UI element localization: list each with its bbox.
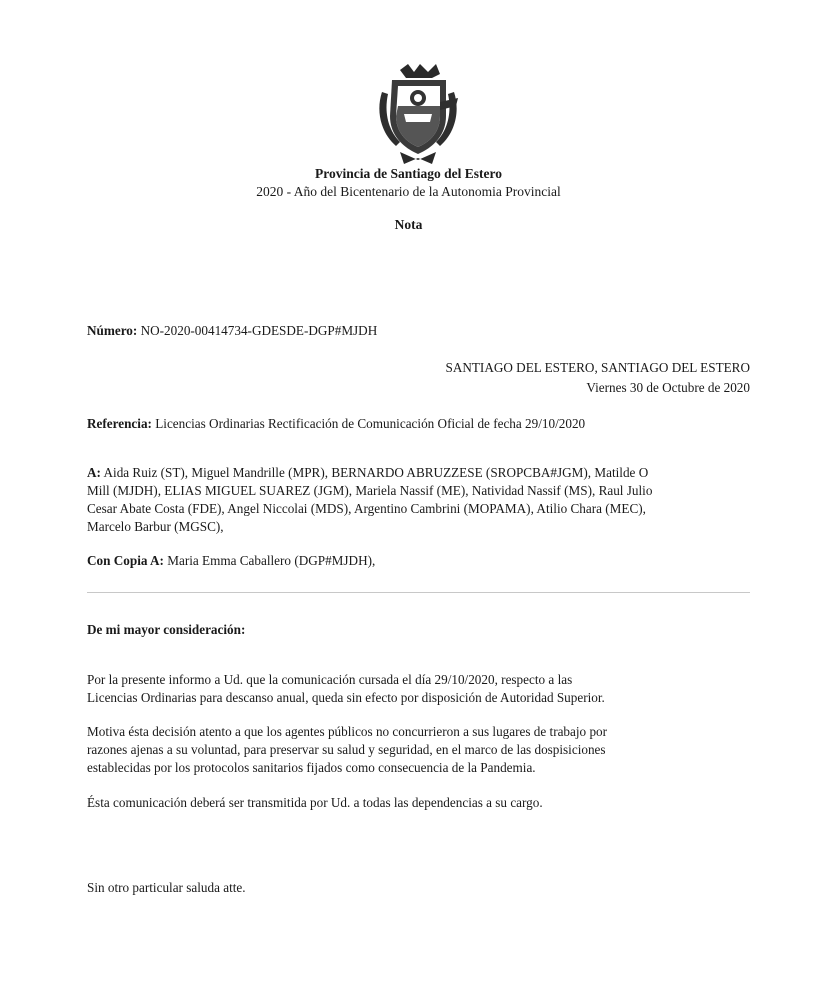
numero-line xyxy=(87,322,752,340)
destinatarios-label: A: xyxy=(87,465,101,480)
section-divider xyxy=(87,592,750,593)
destinatarios-line: Cesar Abate Costa (FDE), Angel Niccolai (MDS), Argentino Cambrini (MOPAMA), Atilio Chara (MEC), xyxy=(87,501,646,516)
paragraph-line: Licencias Ordinarias para descanso anual, queda sin efecto por disposición de Autoridad Superior. xyxy=(87,690,605,705)
numero-label: Número: xyxy=(87,323,138,338)
document-type: Nota xyxy=(394,217,423,232)
year-motto: 2020 - Año del Bicentenario de la Autonomia Provincial xyxy=(256,184,561,199)
con-copia-value: Maria Emma Caballero (DGP#MJDH), xyxy=(167,553,376,568)
destinatarios-line xyxy=(87,464,752,482)
con-copia-line xyxy=(87,552,752,570)
provincial-coat-of-arms-icon xyxy=(370,62,466,168)
referencia-value: Licencias Ordinarias Rectificación de Comunicación Oficial de fecha 29/10/2020 xyxy=(155,416,586,431)
paragraph-line: Motiva ésta decisión atento a que los agentes públicos no concurrieron a sus lugares de trabajo por xyxy=(87,724,608,739)
paragraph-3: Ésta comunicación deberá ser transmitida por Ud. a todas las dependencias a su cargo. xyxy=(87,795,543,810)
paragraph-line: razones ajenas a su voluntad, para preservar su salud y seguridad, en el marco de las dospisiciones xyxy=(87,742,606,757)
greeting: De mi mayor consideración: xyxy=(87,622,246,637)
paragraph-line: Por la presente informo a Ud. que la comunicación cursada el día 29/10/2020, respecto a las xyxy=(87,672,573,687)
numero-value: NO-2020-00414734-GDESDE-DGP#MJDH xyxy=(140,323,378,338)
place-line: SANTIAGO DEL ESTERO, SANTIAGO DEL ESTERO xyxy=(445,360,750,375)
destinatarios-line: Marcelo Barbur (MGSC), xyxy=(87,519,224,534)
con-copia-label: Con Copia A: xyxy=(87,553,164,568)
date-line: Viernes 30 de Octubre de 2020 xyxy=(586,380,750,395)
paragraph-line: establecidas por los protocolos sanitarios fijados como consecuencia de la Pandemia. xyxy=(87,760,536,775)
destinatarios-block xyxy=(87,464,752,536)
paragraph-2 xyxy=(87,723,752,777)
paragraph-1 xyxy=(87,671,752,707)
referencia-label: Referencia: xyxy=(87,416,152,431)
province-name: Provincia de Santiago del Estero xyxy=(314,166,502,181)
closing-line: Sin otro particular saluda atte. xyxy=(87,880,246,895)
destinatarios-line: Mill (MJDH), ELIAS MIGUEL SUAREZ (JGM), Mariela Nassif (ME), Natividad Nassif (MS), Raul Julio xyxy=(87,483,653,498)
referencia-line xyxy=(87,415,752,433)
destinatarios-text: Aida Ruiz (ST), Miguel Mandrille (MPR), BERNARDO ABRUZZESE (SROPCBA#JGM), Matilde O xyxy=(103,465,649,480)
